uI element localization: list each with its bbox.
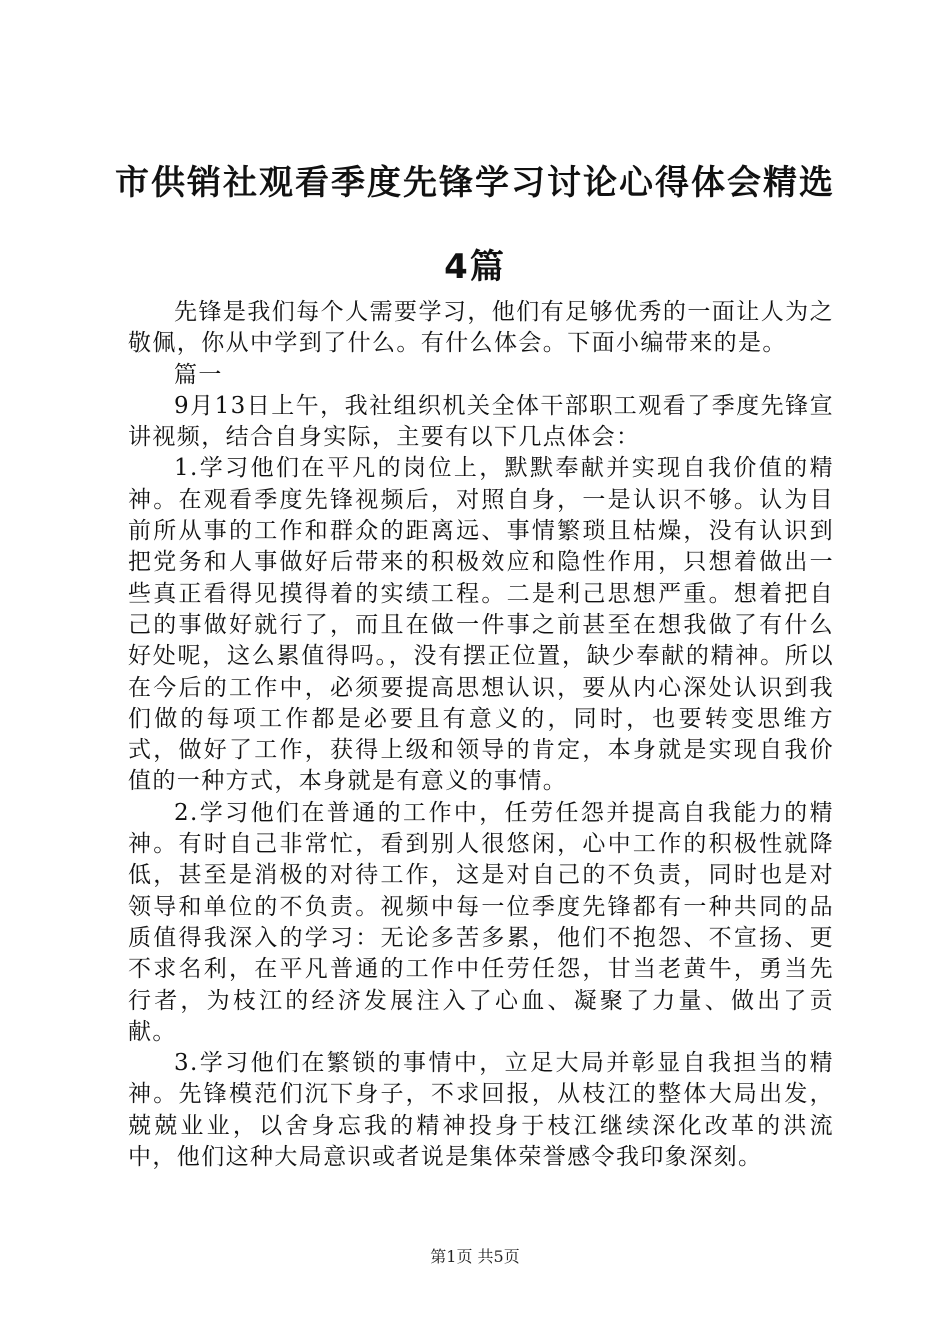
page-footer: 第1页 共5页 — [430, 1247, 520, 1266]
body-paragraph: 2.学习他们在普通的工作中，任劳任怨并提高自我能力的精神。有时自己非常忙，看到别人很悠闲，心中工作的积极性就降低，甚至是消极的对待工作，这是对自己的不负责，同时也是对领导和单位的不负责。视频中每一位季度先锋都有一种共同的品质值得我深入的学习：无论多苦多累，他们不抱怨、不宣扬、更不求名利，在平凡普通的工作中任劳任怨，甘当老黄牛，勇当先行者，为枝江的经济发展注入了心血、凝聚了力量、做出了贡献。 — [128, 799, 834, 1045]
document-title-line2: 4篇 — [444, 247, 506, 287]
body-paragraph: 1.学习他们在平凡的岗位上，默默奉献并实现自我价值的精神。在观看季度先锋视频后，对照自身，一是认识不够。认为目前所从事的工作和群众的距离远、事情繁琐且枯燥，没有认识到把党务和人事做好后带来的积极效应和隐性作用，只想着做出一些真正看得见摸得着的实绩工程。二是利己思想严重。想着把自己的事做好就行了，而且在做一件事之前甚至在想我做了有什么好处呢，这么累值得吗。，没有摆正位置，缺少奉献的精神。所以在今后的工作中，必须要提高思想认识，要从内心深处认识到我们做的每项工作都是必要且有意义的，同时，也要转变思维方式，做好了工作，获得上级和领导的肯定，本身就是实现自我价值的一种方式，本身就是有意义的事情。 — [128, 455, 834, 795]
section-heading: 篇一 — [174, 361, 223, 388]
body-paragraph: 9月13日上午，我社组织机关全体干部职工观看了季度先锋宣讲视频，结合自身实际，主要有以下几点体会： — [128, 392, 834, 451]
document-body — [128, 297, 834, 1173]
body-paragraph: 3.学习他们在繁锁的事情中，立足大局并彰显自我担当的精神。先锋模范们沉下身子，不求回报，从枝江的整体大局出发，兢兢业业，以舍身忘我的精神投身于枝江继续深化改革的洪流中，他们这种大局意识或者说是集体荣誉感令我印象深刻。 — [128, 1050, 834, 1171]
intro-paragraph: 先锋是我们每个人需要学习，他们有足够优秀的一面让人为之敬佩，你从中学到了什么。有什么体会。下面小编带来的是。 — [128, 299, 834, 357]
document-title-line1: 市供销社观看季度先锋学习讨论心得体会精选 — [115, 163, 835, 203]
